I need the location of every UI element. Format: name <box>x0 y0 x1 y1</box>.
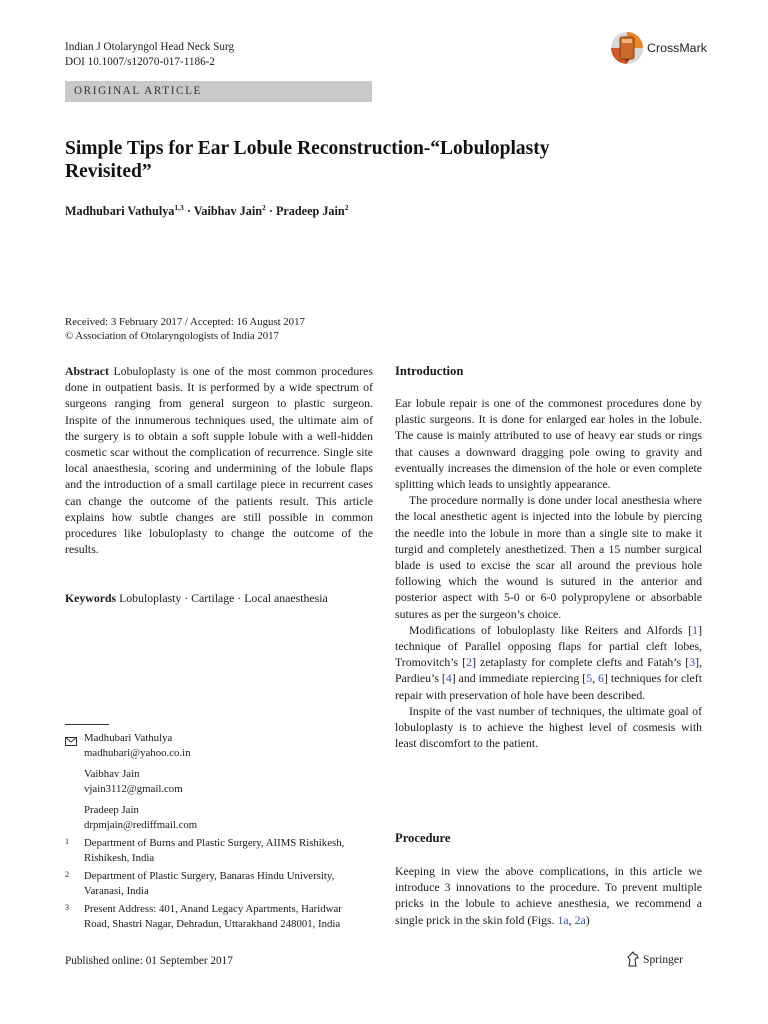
procedure-body: Keeping in view the above complications, in this article we introduce 3 innovations to the procedure. To prevent multiple pricks in the lobule to achieve anesthesia, we recommend a single prick in the skin fold (Figs. 1a, 2a) <box>395 864 702 927</box>
footnote-rule <box>65 724 109 725</box>
article-dates: Received: 3 February 2017 / Accepted: 16 August 2017 <box>65 316 305 328</box>
doi[interactable]: DOI 10.1007/s12070-017-1186-2 <box>65 56 215 68</box>
citation-link[interactable]: 1 <box>692 622 699 637</box>
intro-paragraph: The procedure normally is done under local anesthesia where the local anesthetic agent is injected into the lobule by piercing the needle into the lobule in more than a single site to make it turgid and completely anesthetized. Then a 15 number surgical blade is used to excise the scar all around the previous hole following which the wound is sutured in the anterior and posterior aspect with 5-0 or 6-0 polypropylene or absorbable sutures as per the surgeon’s choice. <box>395 493 702 621</box>
keywords <box>65 590 373 606</box>
abstract-label: Abstract <box>65 364 109 378</box>
publisher-name: Springer <box>643 952 683 966</box>
springer-horse-icon <box>626 951 640 967</box>
contact-email[interactable]: vjain3112@gmail.com <box>84 782 183 795</box>
citation-link[interactable]: 4 <box>445 671 452 686</box>
procedure-heading: Procedure <box>395 831 451 845</box>
author-name[interactable]: Madhubari Vathulya <box>65 204 175 218</box>
intro-paragraph: Modifications of lobuloplasty like Reiters and Alfords [1] technique of Parallel opposing flaps for partial cleft lobes, Tromovitch’s [2] zetaplasty for complete clefts and Fatah’s [3], Pardieu’s [4] and immediate repiercing [5, 6] techniques for cleft repair with preservation of hole have been described. <box>395 622 702 702</box>
affiliations <box>65 836 365 932</box>
published-date: Published online: 01 September 2017 <box>65 955 233 967</box>
publisher-logo <box>626 951 683 967</box>
crossmark-icon <box>610 30 644 66</box>
author-list: Madhubari Vathulya$^{1,3}$ · Vaibhav Jain$^2$ · Pradeep Jain$^2$ <box>65 202 349 218</box>
contact-name: Vaibhav Jain <box>84 768 140 781</box>
contact-email[interactable]: madhubari@yahoo.co.in <box>84 746 191 759</box>
crossmark-badge[interactable] <box>610 30 707 66</box>
contact-name: Madhubari Vathulya <box>84 732 173 744</box>
keywords-label: Keywords <box>65 591 117 605</box>
contact-name: Pradeep Jain <box>84 804 139 817</box>
journal-name: Indian J Otolaryngol Head Neck Surg <box>65 41 235 53</box>
citation-link[interactable]: 5 <box>586 671 593 686</box>
figure-link[interactable]: 1a <box>557 912 569 927</box>
abstract <box>65 363 373 557</box>
article-title: Simple Tips for Ear Lobule Reconstruction-“Lobuloplasty Revisited” <box>65 138 550 182</box>
affiliation-item: 3 Present Address: 401, Anand Legacy Apartments, Haridwar Road, Shastri Nagar, Dehradun, Uttarakhand 248001, India <box>65 903 342 930</box>
author-name[interactable]: Pradeep Jain <box>275 204 345 218</box>
envelope-icon <box>65 733 77 751</box>
citation-link[interactable]: 6 <box>598 671 604 686</box>
crossmark-label: CrossMark <box>647 41 707 55</box>
citation-link[interactable]: 3 <box>689 655 696 670</box>
introduction-heading: Introduction <box>395 364 464 378</box>
copyright: © Association of Otolaryngologists of India 2017 <box>65 330 279 342</box>
contact-email[interactable]: drpmjain@rediffmail.com <box>84 818 198 831</box>
intro-paragraph: Ear lobule repair is one of the commonest procedures done by plastic surgeons. It is done for enlarged ear holes in the lobule. The cause is mainly attributed to use of heavy ear studs or rings that causes a downward dragging pole owing to gravity and eventually increases the dimension of the hole or even complete splitting which leads to unsightly appearance. <box>395 396 702 492</box>
affiliation-item: 1 Department of Burns and Plastic Surgery, AIIMS Rishikesh, Rishikesh, India <box>65 837 345 864</box>
intro-paragraph: Inspite of the vast number of techniques, the ultimate goal of lobuloplasty is to achieve the highest level of cosmesis with least discomfort to the patient. <box>395 703 702 751</box>
citation-link[interactable]: 2 <box>466 655 473 670</box>
introduction-body <box>395 395 702 751</box>
keywords-text: Lobuloplasty · Cartilage · Local anaesthesia <box>119 591 328 605</box>
author-name[interactable]: Vaibhav Jain <box>193 204 263 218</box>
affiliation-item: 2 Department of Plastic Surgery, Banaras Hindu University, Varanasi, India <box>65 870 335 897</box>
abstract-text: Lobuloplasty is one of the most common procedures done in outpatient basis. It is performed by a wide spectrum of surgeons ranging from general surgeon to plastic surgeon. Inspite of the innumerous techniques used, the ultimate aim of the surgery is to obtain a soft supple lobule with a well-hidden cosmetic scar without the complication of recurrence. Single site local anaesthesia, scoring and undermining of the lobule flaps and the introduction of a small cartilage piece in recurrent cases can change the outcome of the patients result. This article explains how subtle changes are still possible in common procedures like lobuloplasty to change the outcome of the results. <box>65 364 373 557</box>
contacts <box>65 731 365 833</box>
article-type-banner: ORIGINAL ARTICLE <box>65 81 372 102</box>
figure-link[interactable]: 2a <box>574 912 586 927</box>
